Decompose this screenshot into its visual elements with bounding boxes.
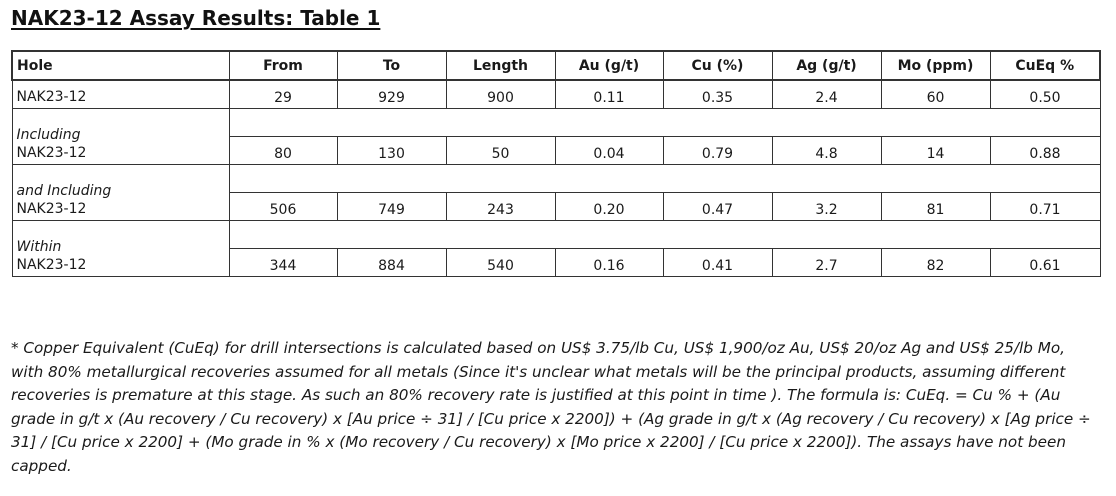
column-header: From	[229, 51, 337, 80]
interval-label: Within	[16, 239, 62, 255]
column-header: Ag (g/t)	[772, 51, 881, 80]
table-header-row	[12, 51, 1100, 80]
table-cell: 3.2	[772, 193, 881, 221]
table-cell: 884	[337, 249, 446, 277]
table-cell: 0.20	[555, 193, 663, 221]
table-cell: 130	[337, 137, 446, 165]
assay-results-table	[11, 50, 1101, 277]
column-header: To	[337, 51, 446, 80]
hole-cell: NAK23-12	[12, 80, 229, 109]
column-header: Mo (ppm)	[881, 51, 990, 80]
column-header: Hole	[12, 51, 229, 80]
column-header: Au (g/t)	[555, 51, 663, 80]
table-cell: 2.7	[772, 249, 881, 277]
column-header: Cu (%)	[663, 51, 772, 80]
hole-cell	[12, 109, 229, 165]
table-spacer-row	[12, 109, 1100, 137]
table-cell: 540	[446, 249, 555, 277]
hole-id: NAK23-12	[16, 257, 87, 273]
table-cell: 82	[881, 249, 990, 277]
table-cell: 60	[881, 80, 990, 109]
page-title: NAK23-12 Assay Results: Table 1	[11, 6, 381, 30]
table-cell: 0.47	[663, 193, 772, 221]
table-cell: 0.79	[663, 137, 772, 165]
spacer-cell	[229, 109, 1100, 137]
table-row	[12, 80, 1100, 109]
hole-id: NAK23-12	[16, 201, 87, 217]
table-cell: 0.61	[990, 249, 1100, 277]
interval-label: Including	[16, 127, 81, 143]
spacer-cell	[229, 221, 1100, 249]
table-cell: 929	[337, 80, 446, 109]
table-cell: 749	[337, 193, 446, 221]
table-cell: 0.35	[663, 80, 772, 109]
table-cell: 0.41	[663, 249, 772, 277]
hole-cell	[12, 165, 229, 221]
table-spacer-row	[12, 221, 1100, 249]
table-cell: 0.16	[555, 249, 663, 277]
table-cell: 0.71	[990, 193, 1100, 221]
table-cell: 4.8	[772, 137, 881, 165]
hole-cell	[12, 221, 229, 277]
table-cell: 80	[229, 137, 337, 165]
table-cell: 0.11	[555, 80, 663, 109]
table-cell: 2.4	[772, 80, 881, 109]
table-cell: 29	[229, 80, 337, 109]
column-header: CuEq %	[990, 51, 1100, 80]
column-header: Length	[446, 51, 555, 80]
table-cell: 344	[229, 249, 337, 277]
table-cell: 81	[881, 193, 990, 221]
table-cell: 0.04	[555, 137, 663, 165]
table-cell: 900	[446, 80, 555, 109]
cueq-footnote: * Copper Equivalent (CuEq) for drill intersections is calculated based on US$ 3.75/lb Cu, US$ 1,900/oz Au, US$ 20/oz Ag and US$ 25/lb Mo, with 80% metallurgical recoveries assumed for all metals (Since it's unclear what metals will be the principal products, assuming different recoveries is premature at this stage. As such an 80% recovery rate is justified at this point in time ). The formula is: CuEq. = Cu % + (Au grade in g/t x (Au recovery / Cu recovery) x [Au price ÷ 31] / [Cu price x 2200]) + (Ag grade in g/t x (Ag recovery / Cu recovery) x [Ag price ÷ 31] / [Cu price x 2200] + (Mo grade in % x (Mo recovery / Cu recovery) x [Mo price x 2200] / [Cu price x 2200]). The assays have not been capped.	[11, 339, 1091, 475]
interval-label: and Including	[16, 183, 112, 199]
table-cell: 506	[229, 193, 337, 221]
table-cell: 50	[446, 137, 555, 165]
hole-id: NAK23-12	[16, 145, 87, 161]
table-cell: 0.50	[990, 80, 1100, 109]
table-cell: 14	[881, 137, 990, 165]
spacer-cell	[229, 165, 1100, 193]
table-cell: 0.88	[990, 137, 1100, 165]
table-spacer-row	[12, 165, 1100, 193]
table-cell: 243	[446, 193, 555, 221]
